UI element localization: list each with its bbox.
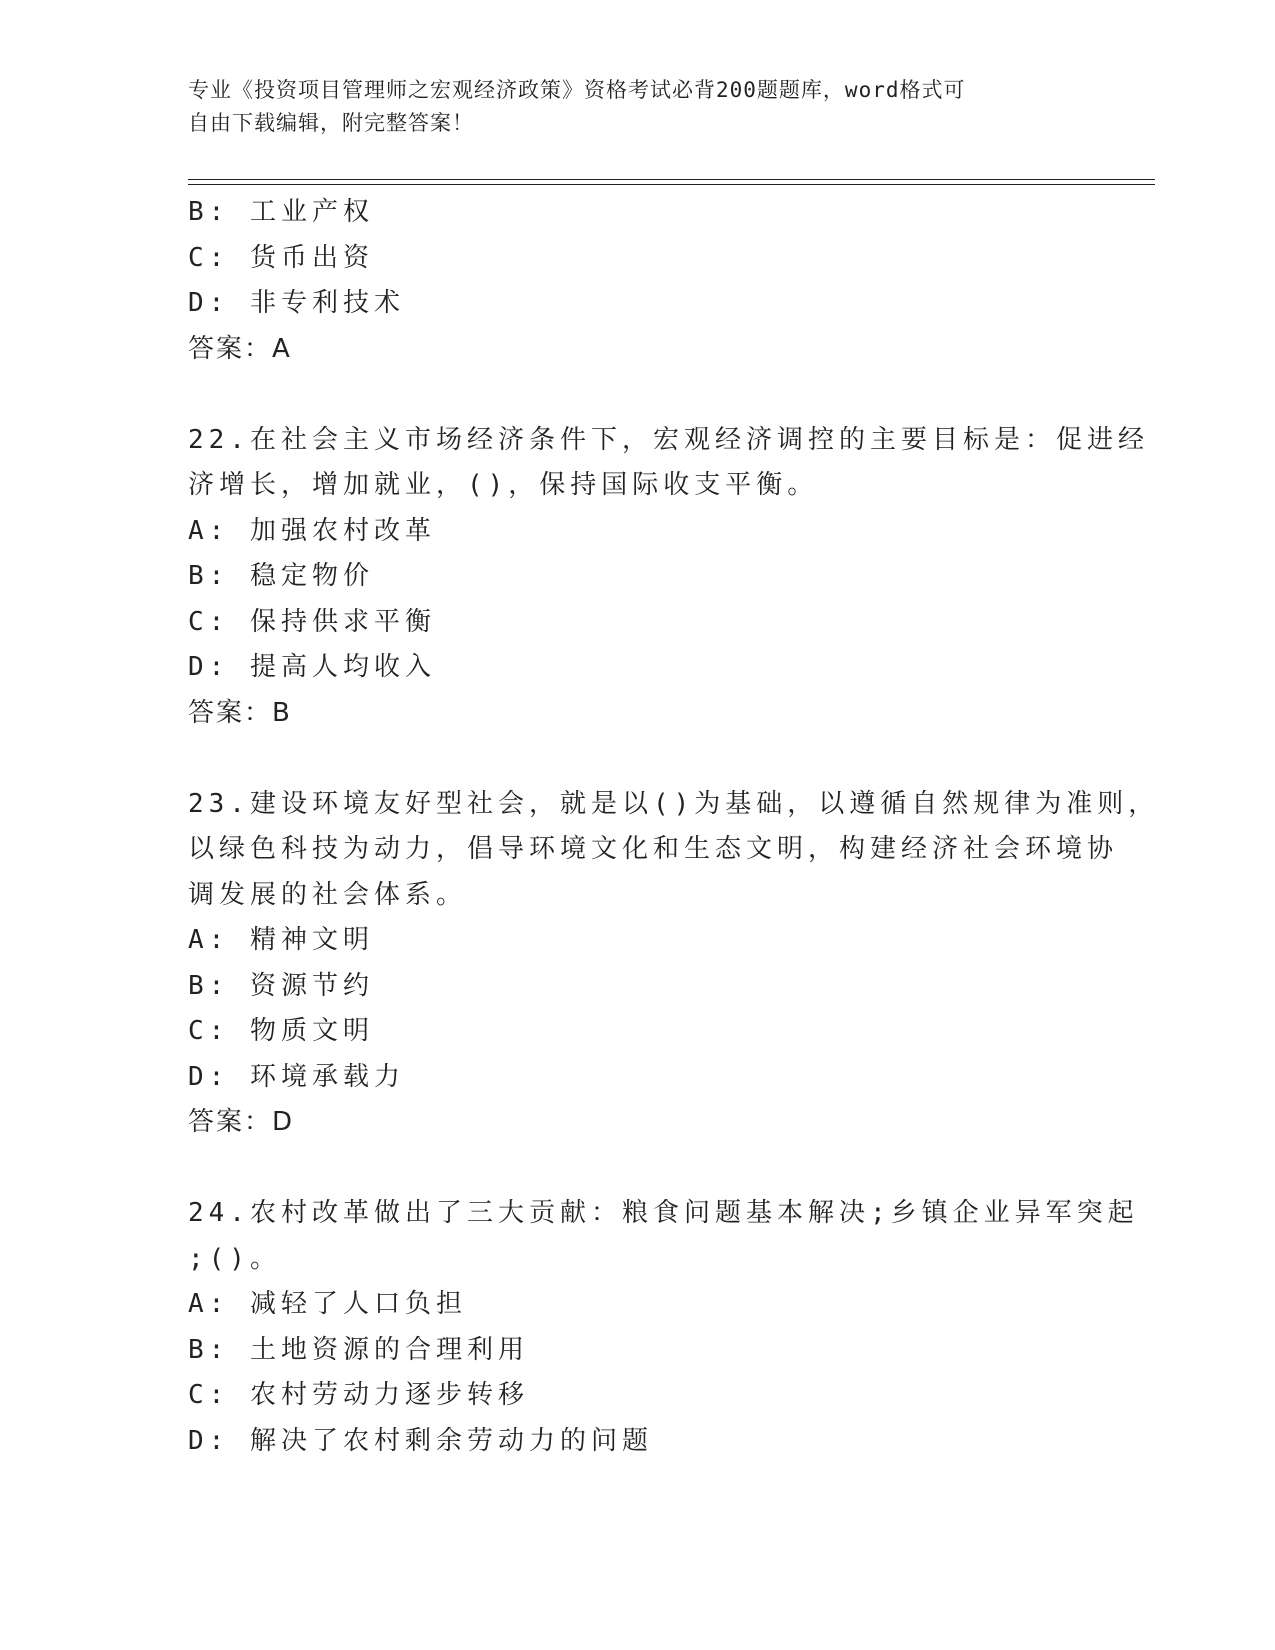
stem-line: 24.农村改革做出了三大贡献：粮食问题基本解决;乡镇企业异军突起 xyxy=(188,1198,1139,1228)
question-22 xyxy=(188,418,1149,737)
option-b: B: 资源节约 xyxy=(188,970,374,1001)
question-stem xyxy=(188,418,1149,509)
header-divider-bottom xyxy=(188,184,1155,185)
option-c: C: 物质文明 xyxy=(188,1016,374,1046)
stem-line: 调发展的社会体系。 xyxy=(188,879,468,910)
stem-line: 23.建设环境友好型社会，就是以()为基础，以遵循自然规律为准则， xyxy=(188,788,1160,819)
spacer xyxy=(188,372,1088,418)
option-a: A: 加强农村改革 xyxy=(188,515,436,546)
answer-line: 答案：D xyxy=(188,1107,295,1137)
answer-line: 答案：B xyxy=(188,697,292,728)
spacer xyxy=(188,736,1088,782)
option-c: C: 货币出资 xyxy=(188,242,374,273)
question-23 xyxy=(188,782,1160,1146)
option-d: D: 非专利技术 xyxy=(188,288,405,318)
option-d: D: 解决了农村剩余劳动力的问题 xyxy=(188,1425,653,1456)
option-d: D: 环境承载力 xyxy=(188,1061,405,1092)
option-d: D: 提高人均收入 xyxy=(188,652,436,682)
stem-line: ;()。 xyxy=(188,1243,281,1274)
document-header xyxy=(188,74,1068,140)
option-b: B: 工业产权 xyxy=(188,197,374,227)
header-line-1: 专业《投资项目管理师之宏观经济政策》资格考试必背200题题库，word格式可 xyxy=(188,78,966,102)
question-stem xyxy=(188,1191,1139,1282)
stem-line: 济增长，增加就业，()，保持国际收支平衡。 xyxy=(188,470,819,500)
header-divider-top xyxy=(188,179,1155,180)
header-line-2: 自由下载编辑，附完整答案！ xyxy=(188,111,474,135)
option-c: C: 保持供求平衡 xyxy=(188,606,436,637)
question-stem xyxy=(188,782,1160,919)
option-b: B: 土地资源的合理利用 xyxy=(188,1334,529,1365)
option-a: A: 减轻了人口负担 xyxy=(188,1289,467,1319)
question-24 xyxy=(188,1191,1139,1464)
spacer xyxy=(188,1146,1088,1192)
option-a: A: 精神文明 xyxy=(188,925,374,955)
question-list xyxy=(188,190,1160,1464)
option-b: B: 稳定物价 xyxy=(188,561,374,591)
question-21-continued xyxy=(188,190,1088,372)
option-c: C: 农村劳动力逐步转移 xyxy=(188,1380,529,1410)
answer-line: 答案：A xyxy=(188,333,292,364)
stem-line: 以绿色科技为动力，倡导环境文化和生态文明，构建经济社会环境协 xyxy=(188,834,1119,864)
stem-line: 22.在社会主义市场经济条件下，宏观经济调控的主要目标是：促进经 xyxy=(188,424,1149,455)
